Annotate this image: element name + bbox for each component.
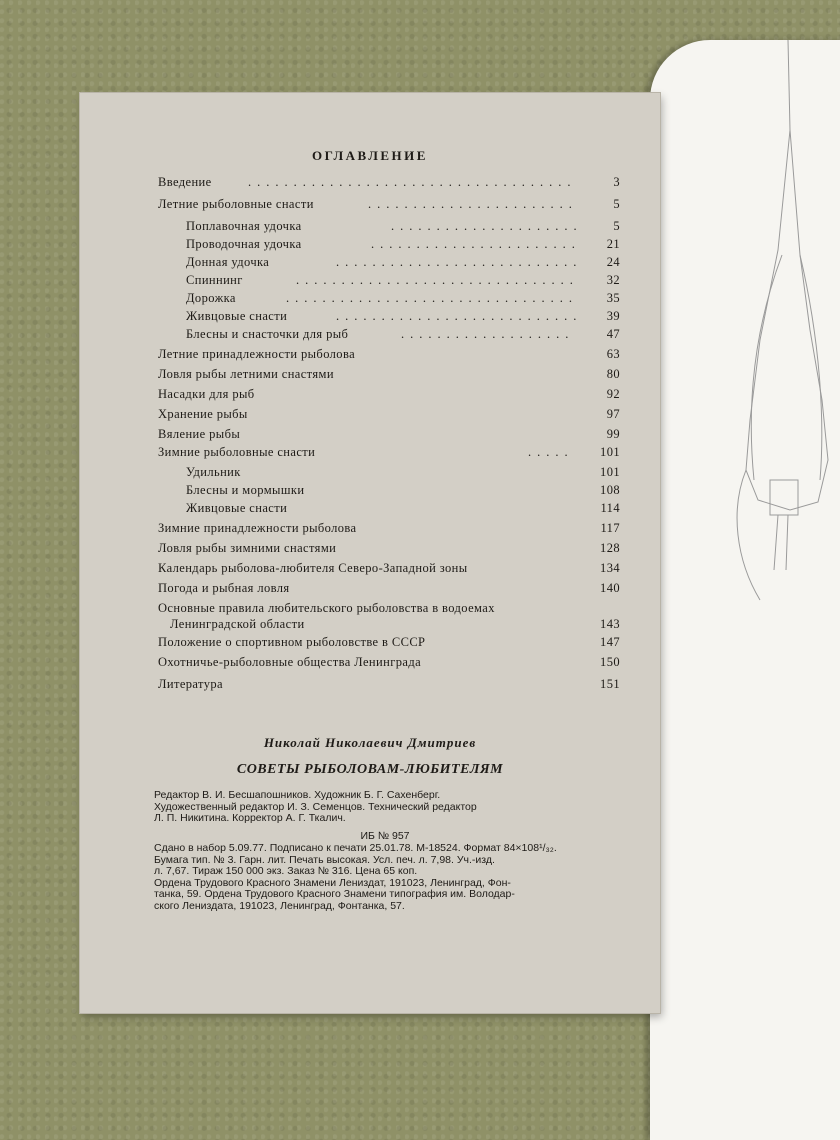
toc-entry-title-continued: Ленинградской области bbox=[170, 617, 305, 631]
toc-page-number: 32 bbox=[606, 273, 620, 287]
toc-entry-title: Блесны и снасточки для рыб bbox=[186, 327, 349, 341]
toc-entry bbox=[158, 197, 620, 215]
book-title: СОВЕТЫ РЫБОЛОВАМ-ЛЮБИТЕЛЯМ bbox=[236, 762, 504, 777]
leader-dots: .................................... bbox=[248, 175, 577, 189]
credits-line: Л. П. Никитина. Корректор А. Г. Ткалич. bbox=[154, 812, 346, 824]
toc-page-number: 101 bbox=[600, 465, 620, 479]
toc-entry bbox=[186, 465, 620, 483]
toc-entry bbox=[186, 237, 620, 255]
toc-page-number: 99 bbox=[606, 427, 620, 441]
toc-page-number: 63 bbox=[606, 347, 620, 361]
print-info-line: Бумага тип. № 3. Гарн. лит. Печать высокая. Усл. печ. л. 7,98. Уч.-изд. bbox=[154, 853, 495, 866]
leader-dots: ....................... bbox=[368, 197, 578, 211]
toc-entry-title: Живцовые снасти bbox=[186, 309, 288, 323]
toc-page-number: 114 bbox=[600, 501, 620, 515]
toc-entry-title: Охотничье-рыболовные общества Ленинграда bbox=[158, 655, 422, 669]
toc-page-number: 150 bbox=[600, 655, 620, 669]
toc-page-number: 97 bbox=[606, 407, 620, 421]
toc-page-number: 140 bbox=[600, 581, 620, 595]
toc-entry bbox=[158, 655, 620, 673]
credits-block bbox=[154, 790, 616, 825]
credits-line: Редактор В. И. Бесшапошников. Художник Б. Г. Сахенберг. bbox=[154, 789, 441, 801]
leader-dots: ................... bbox=[401, 327, 575, 341]
toc-entry-title: Вяление рыбы bbox=[158, 427, 241, 441]
toc-entry bbox=[158, 175, 620, 193]
toc-page-number: 143 bbox=[600, 617, 620, 631]
toc-page-number: 151 bbox=[600, 677, 620, 691]
toc-entry bbox=[158, 427, 620, 445]
toc-entry bbox=[158, 581, 620, 599]
toc-entry-title: Хранение рыбы bbox=[158, 407, 248, 421]
toc-entry-title: Положение о спортивном рыболовстве в СССР bbox=[158, 635, 426, 649]
toc-entry-title: Летние принадлежности рыболова bbox=[158, 347, 356, 361]
toc-entry bbox=[158, 367, 620, 385]
toc-entry-title: Зимние рыболовные снасти bbox=[158, 445, 316, 459]
toc-entry bbox=[158, 541, 620, 559]
leader-dots: ..................... bbox=[391, 219, 583, 233]
toc-entry-title: Донная удочка bbox=[186, 255, 270, 269]
toc-entry-title: Проводочная удочка bbox=[186, 237, 302, 251]
toc-entry-title: Насадки для рыб bbox=[158, 387, 255, 401]
toc-page-number: 80 bbox=[606, 367, 620, 381]
toc-entry bbox=[186, 327, 620, 345]
print-info-line: Ордена Трудового Красного Знамени Лениздат, 191023, Ленинград, Фон- bbox=[154, 876, 511, 889]
toc-page-number: 134 bbox=[600, 561, 620, 575]
pencil-sketch-lure bbox=[650, 40, 840, 740]
toc-entry bbox=[158, 445, 620, 463]
toc-entry bbox=[186, 219, 620, 237]
toc-entry-title: Летние рыболовные снасти bbox=[158, 197, 314, 211]
toc-page-number: 108 bbox=[600, 483, 620, 497]
toc-page-number: 5 bbox=[613, 197, 620, 211]
toc-entry bbox=[158, 387, 620, 405]
toc-heading: ОГЛАВЛЕНИЕ bbox=[312, 148, 428, 163]
toc-entry-title: Удильник bbox=[186, 465, 241, 479]
ib-number: ИБ № 957 bbox=[360, 830, 410, 842]
toc-entry bbox=[186, 255, 620, 273]
toc-entry-title: Живцовые снасти bbox=[186, 501, 288, 515]
toc-entry-title: Литература bbox=[158, 677, 223, 691]
print-info-line: танка, 59. Ордена Трудового Красного Знамени типография им. Володар- bbox=[154, 888, 515, 900]
credits-line: Художественный редактор И. З. Семенцов. Технический редактор bbox=[154, 800, 477, 813]
book-page bbox=[80, 93, 660, 1013]
toc-entry-title: Спиннинг bbox=[186, 273, 243, 287]
toc-page-number: 3 bbox=[613, 175, 620, 189]
toc-entry-title: Зимние принадлежности рыболова bbox=[158, 521, 357, 535]
leader-dots: ................................ bbox=[286, 291, 578, 305]
toc-entry bbox=[186, 291, 620, 309]
toc-entry bbox=[158, 635, 620, 653]
leader-dots: ............................... bbox=[296, 273, 579, 287]
leader-dots: ....................... bbox=[371, 237, 581, 251]
toc-page-number: 117 bbox=[600, 521, 620, 535]
toc-entry bbox=[158, 561, 620, 579]
toc-entry bbox=[186, 309, 620, 327]
toc-page-number: 39 bbox=[606, 309, 620, 323]
toc-entry-title: Основные правила любительского рыболовства в водоемах bbox=[158, 601, 495, 615]
author-name: Николай Николаевич Дмитриев bbox=[263, 735, 477, 750]
toc-entry-title: Ловля рыбы зимними снастями bbox=[158, 541, 337, 555]
print-info-line: ского Лениздата, 191023, Ленинград, Фонтанка, 57. bbox=[154, 899, 405, 912]
toc-entry-title: Дорожка bbox=[186, 291, 236, 305]
toc-entry-title: Блесны и мормышки bbox=[186, 483, 305, 497]
toc-entry-title: Погода и рыбная ловля bbox=[158, 581, 290, 595]
leader-dots: ........................... bbox=[336, 255, 583, 269]
toc-page-number: 24 bbox=[606, 255, 620, 269]
toc-entry bbox=[158, 347, 620, 365]
toc-page-number: 92 bbox=[606, 387, 620, 401]
toc-entry bbox=[186, 483, 620, 501]
toc-entry-title: Поплавочная удочка bbox=[186, 219, 302, 233]
print-info-block bbox=[154, 843, 616, 912]
toc-page-number: 35 bbox=[606, 291, 620, 305]
toc-entry bbox=[158, 407, 620, 425]
toc-entry bbox=[186, 273, 620, 291]
toc-entry bbox=[186, 501, 620, 519]
leader-dots: ........................... bbox=[336, 309, 583, 323]
toc-entry-title: Ловля рыбы летними снастями bbox=[158, 367, 334, 381]
toc-page-number: 5 bbox=[613, 219, 620, 233]
print-info-line: Сдано в набор 5.09.77. Подписано к печати 25.01.78. М-18524. Формат 84×108¹/₃₂. bbox=[154, 842, 557, 854]
toc-entry bbox=[158, 601, 620, 635]
toc-page-number: 147 bbox=[600, 635, 620, 649]
print-info-line: л. 7,67. Тираж 150 000 экз. Заказ № 316. Цена 65 коп. bbox=[154, 865, 418, 877]
toc-entry-title: Календарь рыболова-любителя Северо-Западной зоны bbox=[158, 561, 468, 575]
toc-entry-title: Введение bbox=[158, 175, 212, 189]
toc-page-number: 21 bbox=[606, 237, 620, 251]
toc-entry bbox=[158, 677, 620, 695]
toc-page-number: 47 bbox=[606, 327, 620, 341]
toc-page-number: 101 bbox=[600, 445, 620, 459]
leader-dots: ..... bbox=[528, 445, 574, 459]
right-page bbox=[650, 40, 840, 1140]
toc-entry bbox=[158, 521, 620, 539]
toc-page-number: 128 bbox=[600, 541, 620, 555]
